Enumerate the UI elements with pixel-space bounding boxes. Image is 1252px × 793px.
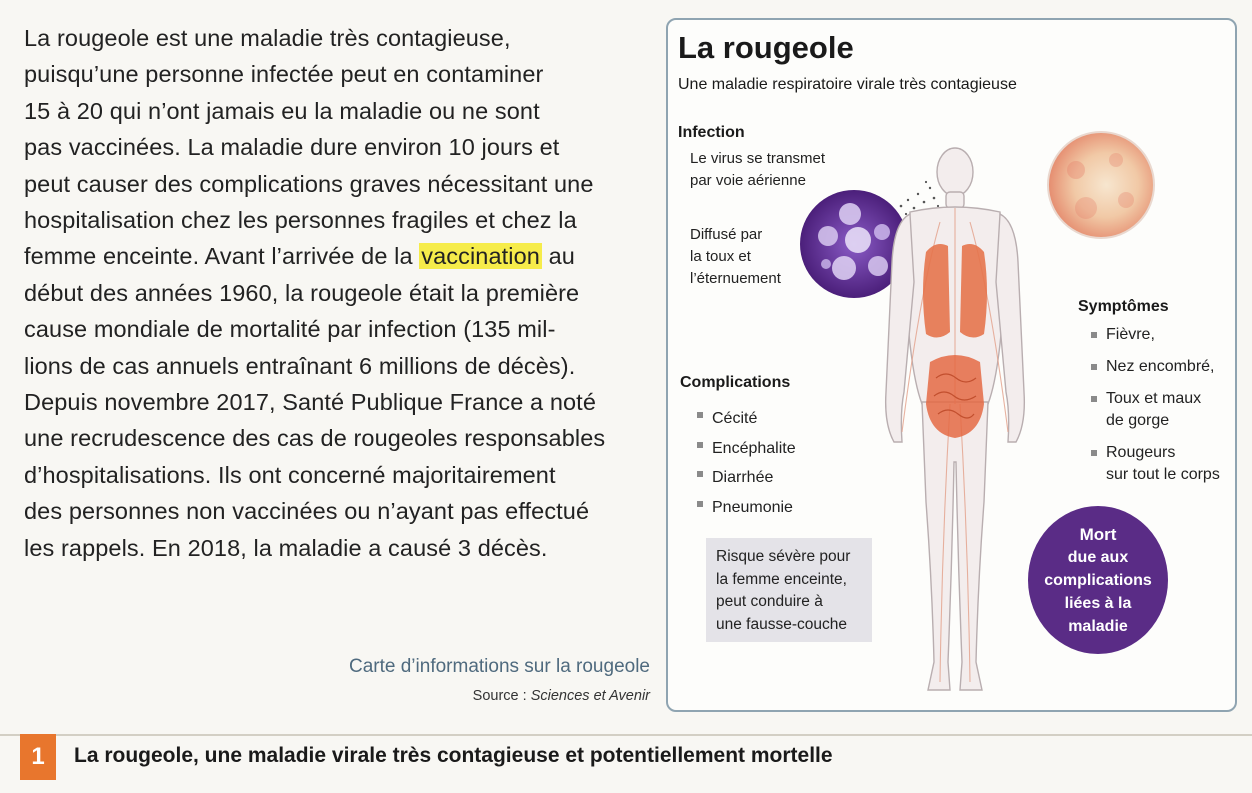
complication-item: Diarrhée (696, 463, 796, 493)
infographic-title: La rougeole (678, 30, 854, 65)
risk-line: peut conduire à (716, 593, 823, 610)
article-line: 15 à 20 qui n’ont jamais eu la maladie ou ne sont (24, 97, 540, 124)
source-name: Sciences et Avenir (530, 688, 650, 704)
article-line: une recrudescence des cas de rougeoles responsables (24, 425, 606, 452)
highlighted-word-vaccination: vaccination (421, 243, 540, 270)
source-label: Source : (472, 688, 531, 704)
diffusion-line: la toux et (690, 248, 751, 265)
article-line: des personnes non vaccinées ou n’ayant pas effectué (24, 498, 590, 525)
complication-item: Pneumonie (696, 493, 796, 523)
symptoms-list (1090, 324, 1220, 486)
section-divider (0, 734, 1252, 736)
article-line: lions de cas annuels entraînant 6 millions de décès). (24, 352, 576, 379)
diffusion-line: Diffusé par (690, 226, 763, 243)
document-number-badge: 1 (20, 734, 56, 780)
rash-illustration (1046, 130, 1156, 240)
pregnancy-risk-box (706, 538, 872, 642)
article-line: Depuis novembre 2017, Santé Publique France a noté (24, 389, 596, 416)
article-line: peut causer des complications graves nécessitant une (24, 170, 594, 197)
article-line: cause mondiale de mortalité par infection (135 mil- (24, 316, 556, 343)
risk-line: une fausse-couche (716, 615, 847, 633)
symptom-item-continued: de gorge (1106, 412, 1170, 429)
symptoms-heading: Symptômes (1078, 298, 1169, 315)
human-body-illustration (880, 142, 1030, 698)
symptom-item: Rougeurs (1090, 442, 1220, 464)
infection-text (690, 148, 825, 192)
risk-line: la femme enceinte, (716, 570, 847, 588)
infection-line: Le virus se transmet (690, 150, 826, 167)
article-line-part: au (548, 243, 575, 270)
complication-item: Encéphalite (696, 434, 796, 464)
article-line-with-highlight (24, 238, 614, 274)
diffusion-line: l’éternuement (690, 270, 781, 287)
infection-line: par voie aérienne (690, 172, 806, 189)
complication-item: Cécité (696, 404, 796, 434)
risk-line: Risque sévère pour (716, 548, 851, 565)
complications-heading: Complications (680, 374, 791, 391)
complications-list (696, 404, 796, 522)
article-line: début des années 1960, la rougeole était la première (24, 279, 580, 306)
death-line: maladie (1068, 617, 1128, 635)
figure-source (402, 688, 650, 704)
death-circle (1028, 506, 1168, 654)
death-line: Mort (1079, 524, 1117, 544)
article-line: les rappels. En 2018, la maladie a causé 3 décès. (24, 534, 548, 561)
death-line: due aux (1067, 548, 1129, 566)
symptom-item: Toux et maux (1090, 388, 1220, 410)
death-line: complications (1044, 571, 1152, 589)
figure-caption: Carte d’informations sur la rougeole (349, 656, 650, 677)
symptom-item-continued: sur tout le corps (1106, 466, 1220, 483)
death-line: liées à la (1064, 594, 1132, 612)
article-line: La rougeole est une maladie très contagieuse, (24, 25, 511, 51)
infection-heading: Infection (678, 124, 745, 141)
infographic-card (666, 18, 1237, 712)
diffusion-text (690, 224, 781, 290)
infographic-subtitle: Une maladie respiratoire virale très contagieuse (678, 76, 1017, 93)
symptom-item: Nez encombré, (1090, 356, 1220, 378)
article-line: puisqu’une personne infectée peut en contaminer (24, 61, 544, 88)
article-line: pas vaccinées. La maladie dure environ 10 jours et (24, 134, 560, 161)
document-title: La rougeole, une maladie virale très contagieuse et potentiellement mortelle (74, 744, 833, 767)
article-text (24, 20, 614, 566)
symptom-item: Fièvre, (1090, 324, 1220, 346)
article-line-part: femme enceinte. Avant l’arrivée de la (24, 243, 413, 270)
article-line: d’hospitalisations. Ils ont concerné majoritairement (24, 461, 556, 488)
article-line: hospitalisation chez les personnes fragiles et chez la (24, 207, 577, 234)
